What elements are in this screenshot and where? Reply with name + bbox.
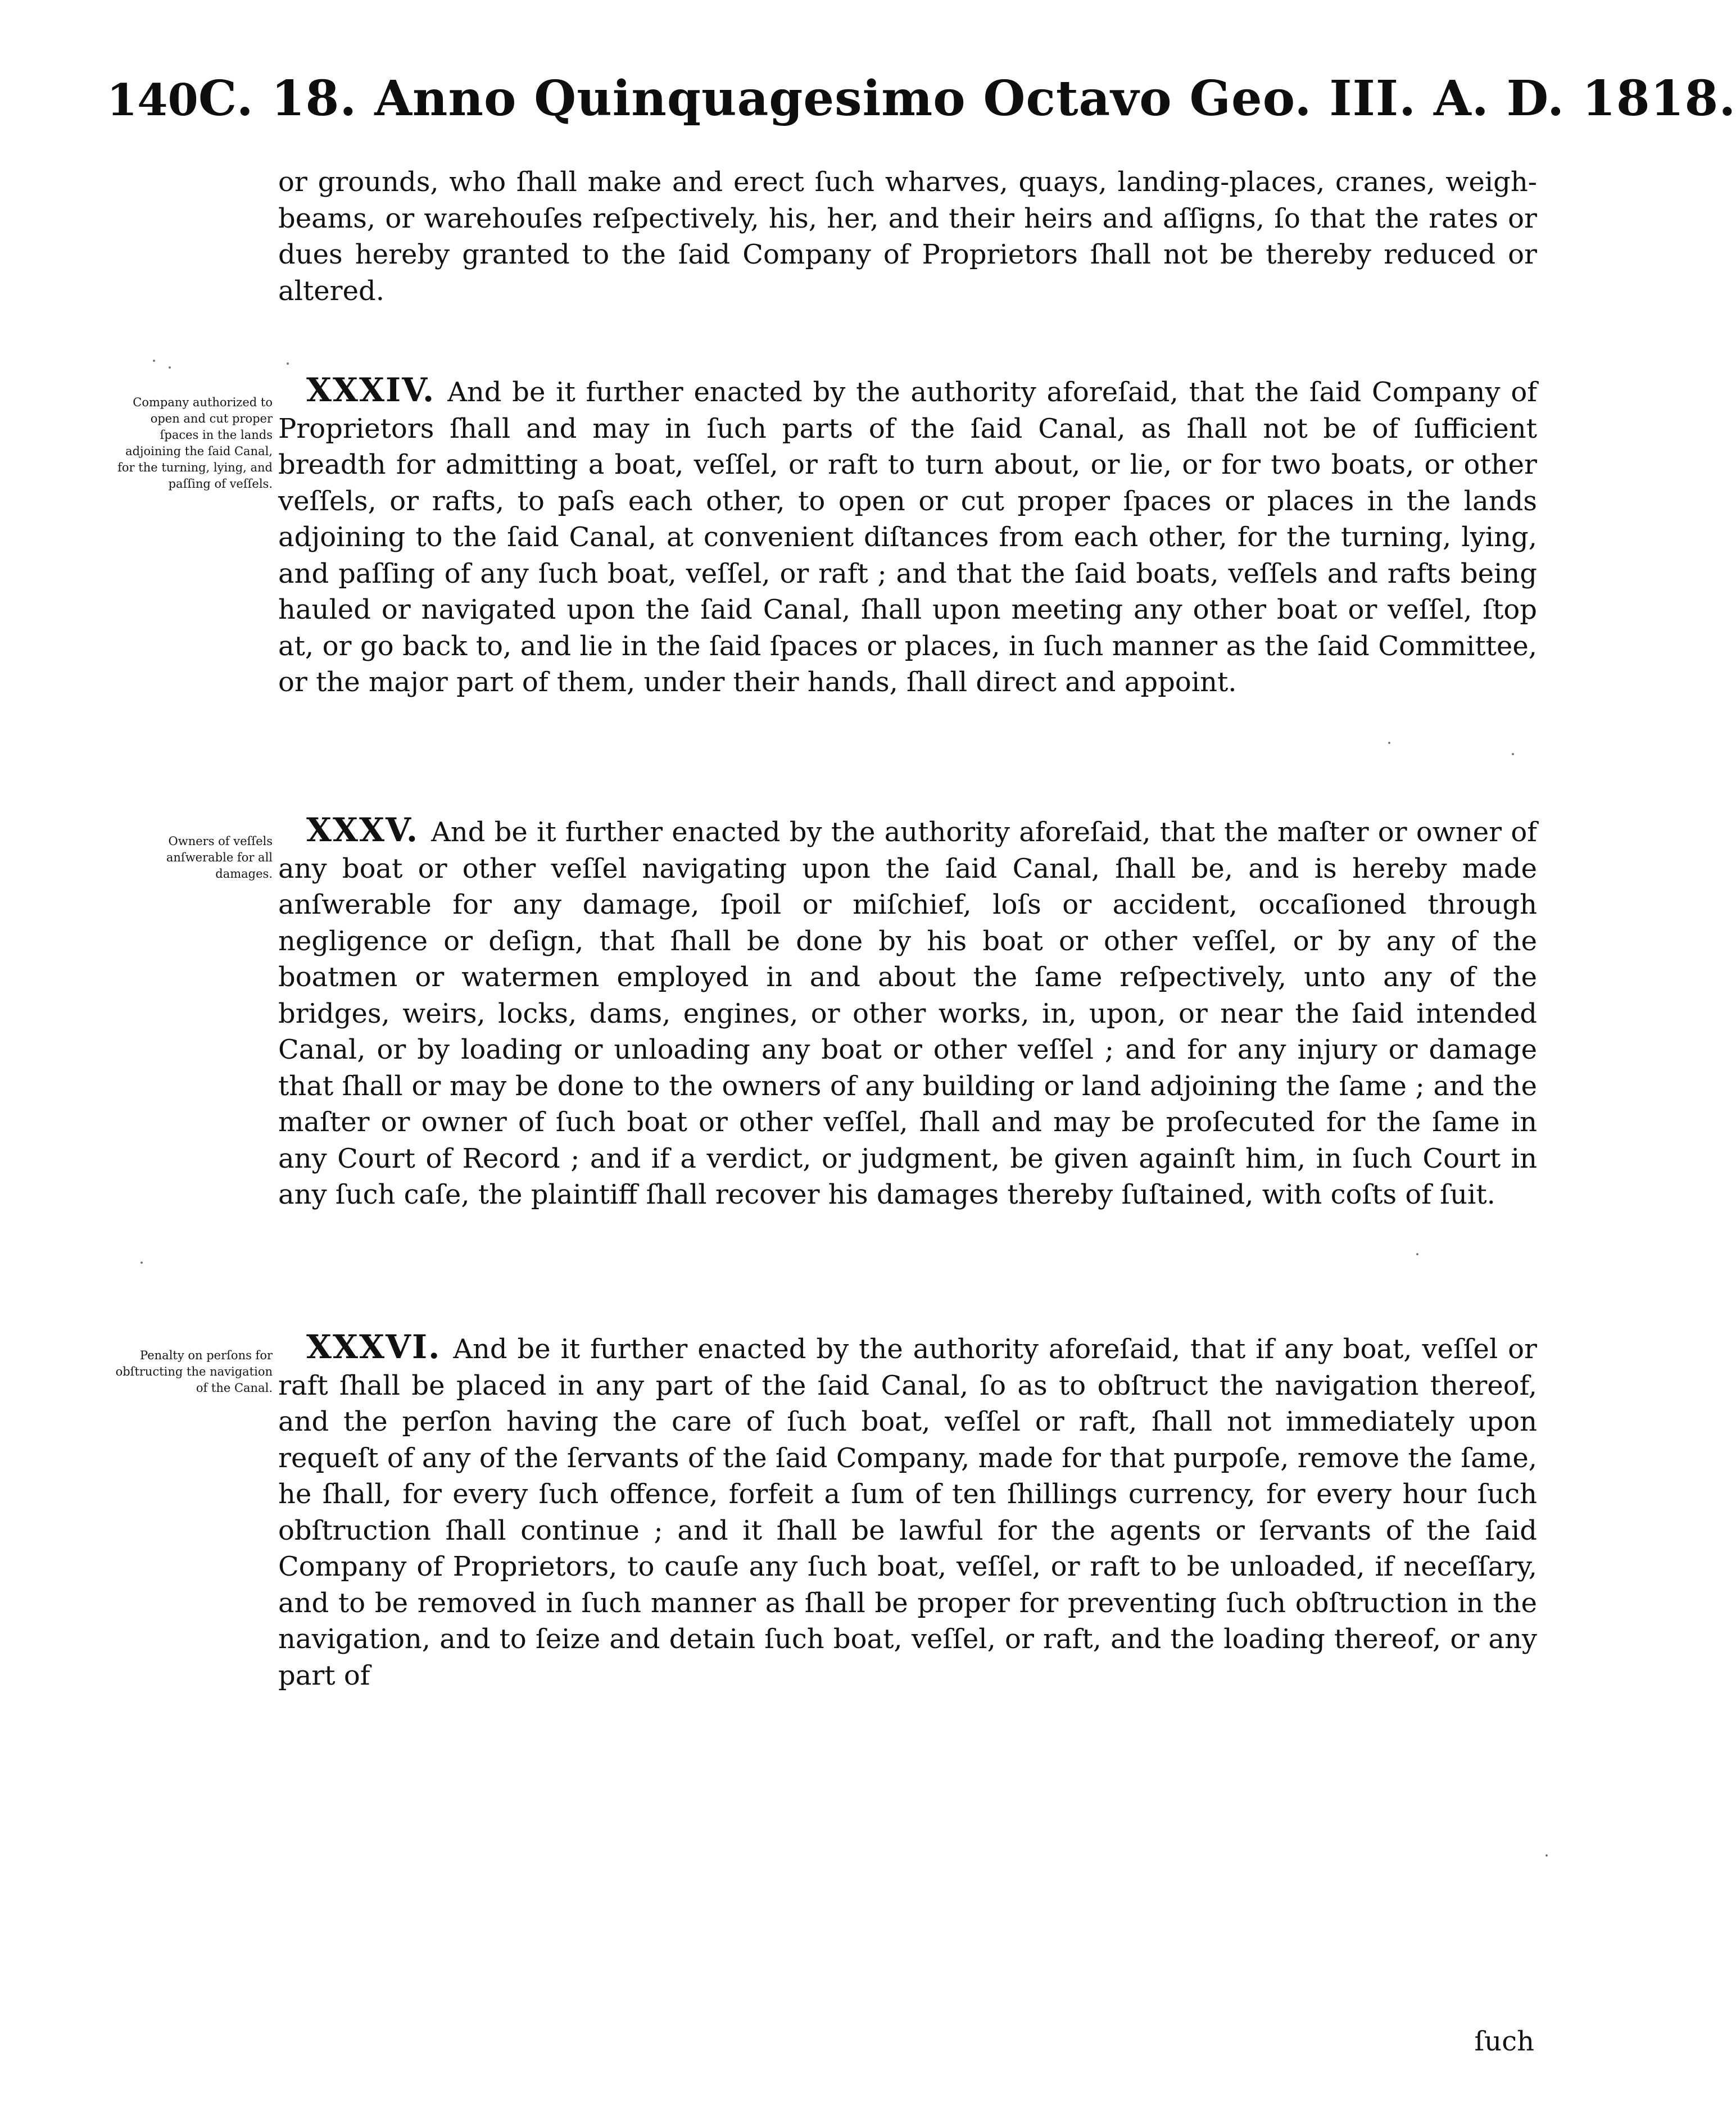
paper-speck: [1512, 753, 1514, 755]
page-header: [107, 70, 1736, 149]
section-body: [278, 1329, 1537, 1694]
running-head: C. 18. Anno Quinquagesimo Octavo Geo. III. A. D. 1818.: [198, 70, 1736, 127]
section-text: And be it further enacted by the authority aforeſaid, that the ſaid Company of Proprietors ſhall and may in ſuch parts of the ſaid Canal, as ſhall not be of ſufficient breadth for admitting a boat, veſſel, or raft to turn about, or lie, or for two boats, or other veſſels, or rafts, to paſs each other, to open or cut proper ſpaces or places in the lands adjoining to the ſaid Canal, at convenient diſtances from each other, for the turning, lying, and paſſing of any ſuch boat, veſſel, or raft ; and that the ſaid boats, veſſels and rafts being hauled or navigated upon the ſaid Canal, ſhall upon meeting any other boat or veſſel, ſtop at, or go back to, and lie in the ſaid ſpaces or places, in ſuch manner as the ſaid Committee, or the major part of them, under their hands, ſhall direct and appoint.: [278, 376, 1537, 698]
paper-speck: [1416, 1253, 1418, 1255]
paper-speck: [1388, 742, 1390, 744]
section-number: XXXIV.: [306, 371, 436, 409]
section-number: XXXVI.: [306, 1328, 441, 1366]
section-xxxiv: [278, 372, 1537, 701]
continuation-paragraph: [278, 164, 1537, 309]
page-number: 140: [107, 75, 198, 126]
section-xxxvi: [278, 1329, 1537, 1694]
section-text: And be it further enacted by the authority aforeſaid, that if any boat, veſſel or raft ſhall be placed in any part of the ſaid Canal, ſo as to obſtruct the navigation thereof, and the perſon having the care of ſuch boat, veſſel or raft, ſhall not immediately upon requeſt of any of the ſervants of the ſaid Company, made for that purpoſe, remove the ſame, he ſhall, for every ſuch offence, forfeit a ſum of ten ſhillings currency, for every hour ſuch obſtruction ſhall continue ; and it ſhall be lawful for the agents or ſervants of the ſaid Company of Proprietors, to cauſe any ſuch boat, veſſel, or raft to be unloaded, if neceſſary, and to be removed in ſuch manner as ſhall be proper for preventing ſuch obſtruction in the navigation, and to ſeize and detain ſuch boat, veſſel, or raft, and the loading thereof, or any part of: [278, 1333, 1537, 1691]
sidenote-owners-answerable: Owners of veſſels anſwerable for all damages.: [166, 834, 273, 881]
paper-speck: [287, 362, 289, 365]
paper-speck: [169, 366, 171, 369]
paper-speck: [153, 360, 155, 362]
section-text: And be it further enacted by the authority aforeſaid, that the maſter or owner of any boat or other veſſel navigating upon the ſaid Canal, ſhall be, and is hereby made anſwerable for any damage, ſpoil or miſchief, loſs or accident, occaſioned through negligence or deſign, that ſhall be done by his boat or other veſſel, or by any of the boatmen or watermen employed in and about the ſame reſpectively, unto any of the bridges, weirs, locks, dams, engines, or other works, in, upon, or near the ſaid intended Canal, or by loading or unloading any boat or other veſſel ; and for any injury or damage that ſhall or may be done to the owners of any building or land adjoining the ſame ; and the maſter or owner of ſuch boat or other veſſel, ſhall and may be proſecuted for the ſame in any Court of Record ; and if a verdict, or judgment, be given againſt him, in ſuch Court in any ſuch caſe, the plaintiff ſhall recover his damages thereby ſuſtained, with coſts of ſuit.: [278, 816, 1537, 1210]
sidenote-penalty-obstructing: Penalty on perſons for obſtructing the navigation of the Canal.: [115, 1349, 273, 1395]
section-body: [278, 812, 1537, 1213]
section-number: XXXV.: [306, 811, 419, 849]
paper-speck: [1545, 1854, 1548, 1857]
paper-speck: [140, 1261, 143, 1264]
section-body: [278, 372, 1537, 701]
section-xxxv: [278, 812, 1537, 1213]
catchword: ſuch: [1474, 2026, 1534, 2057]
continuation-text: or grounds, who ſhall make and erect ſuch wharves, quays, landing-places, cranes, weigh-beams, or warehouſes reſpectively, his, her, and their heirs and aſſigns, ſo that the rates or dues hereby granted to the ſaid Company of Proprietors ſhall not be thereby reduced or altered.: [278, 166, 1537, 307]
sidenote-company-authorized: Company authorized to open and cut proper ſpaces in the lands adjoining the ſaid Canal, for the turning, lying, and paſſing of veſſels.: [117, 396, 273, 491]
